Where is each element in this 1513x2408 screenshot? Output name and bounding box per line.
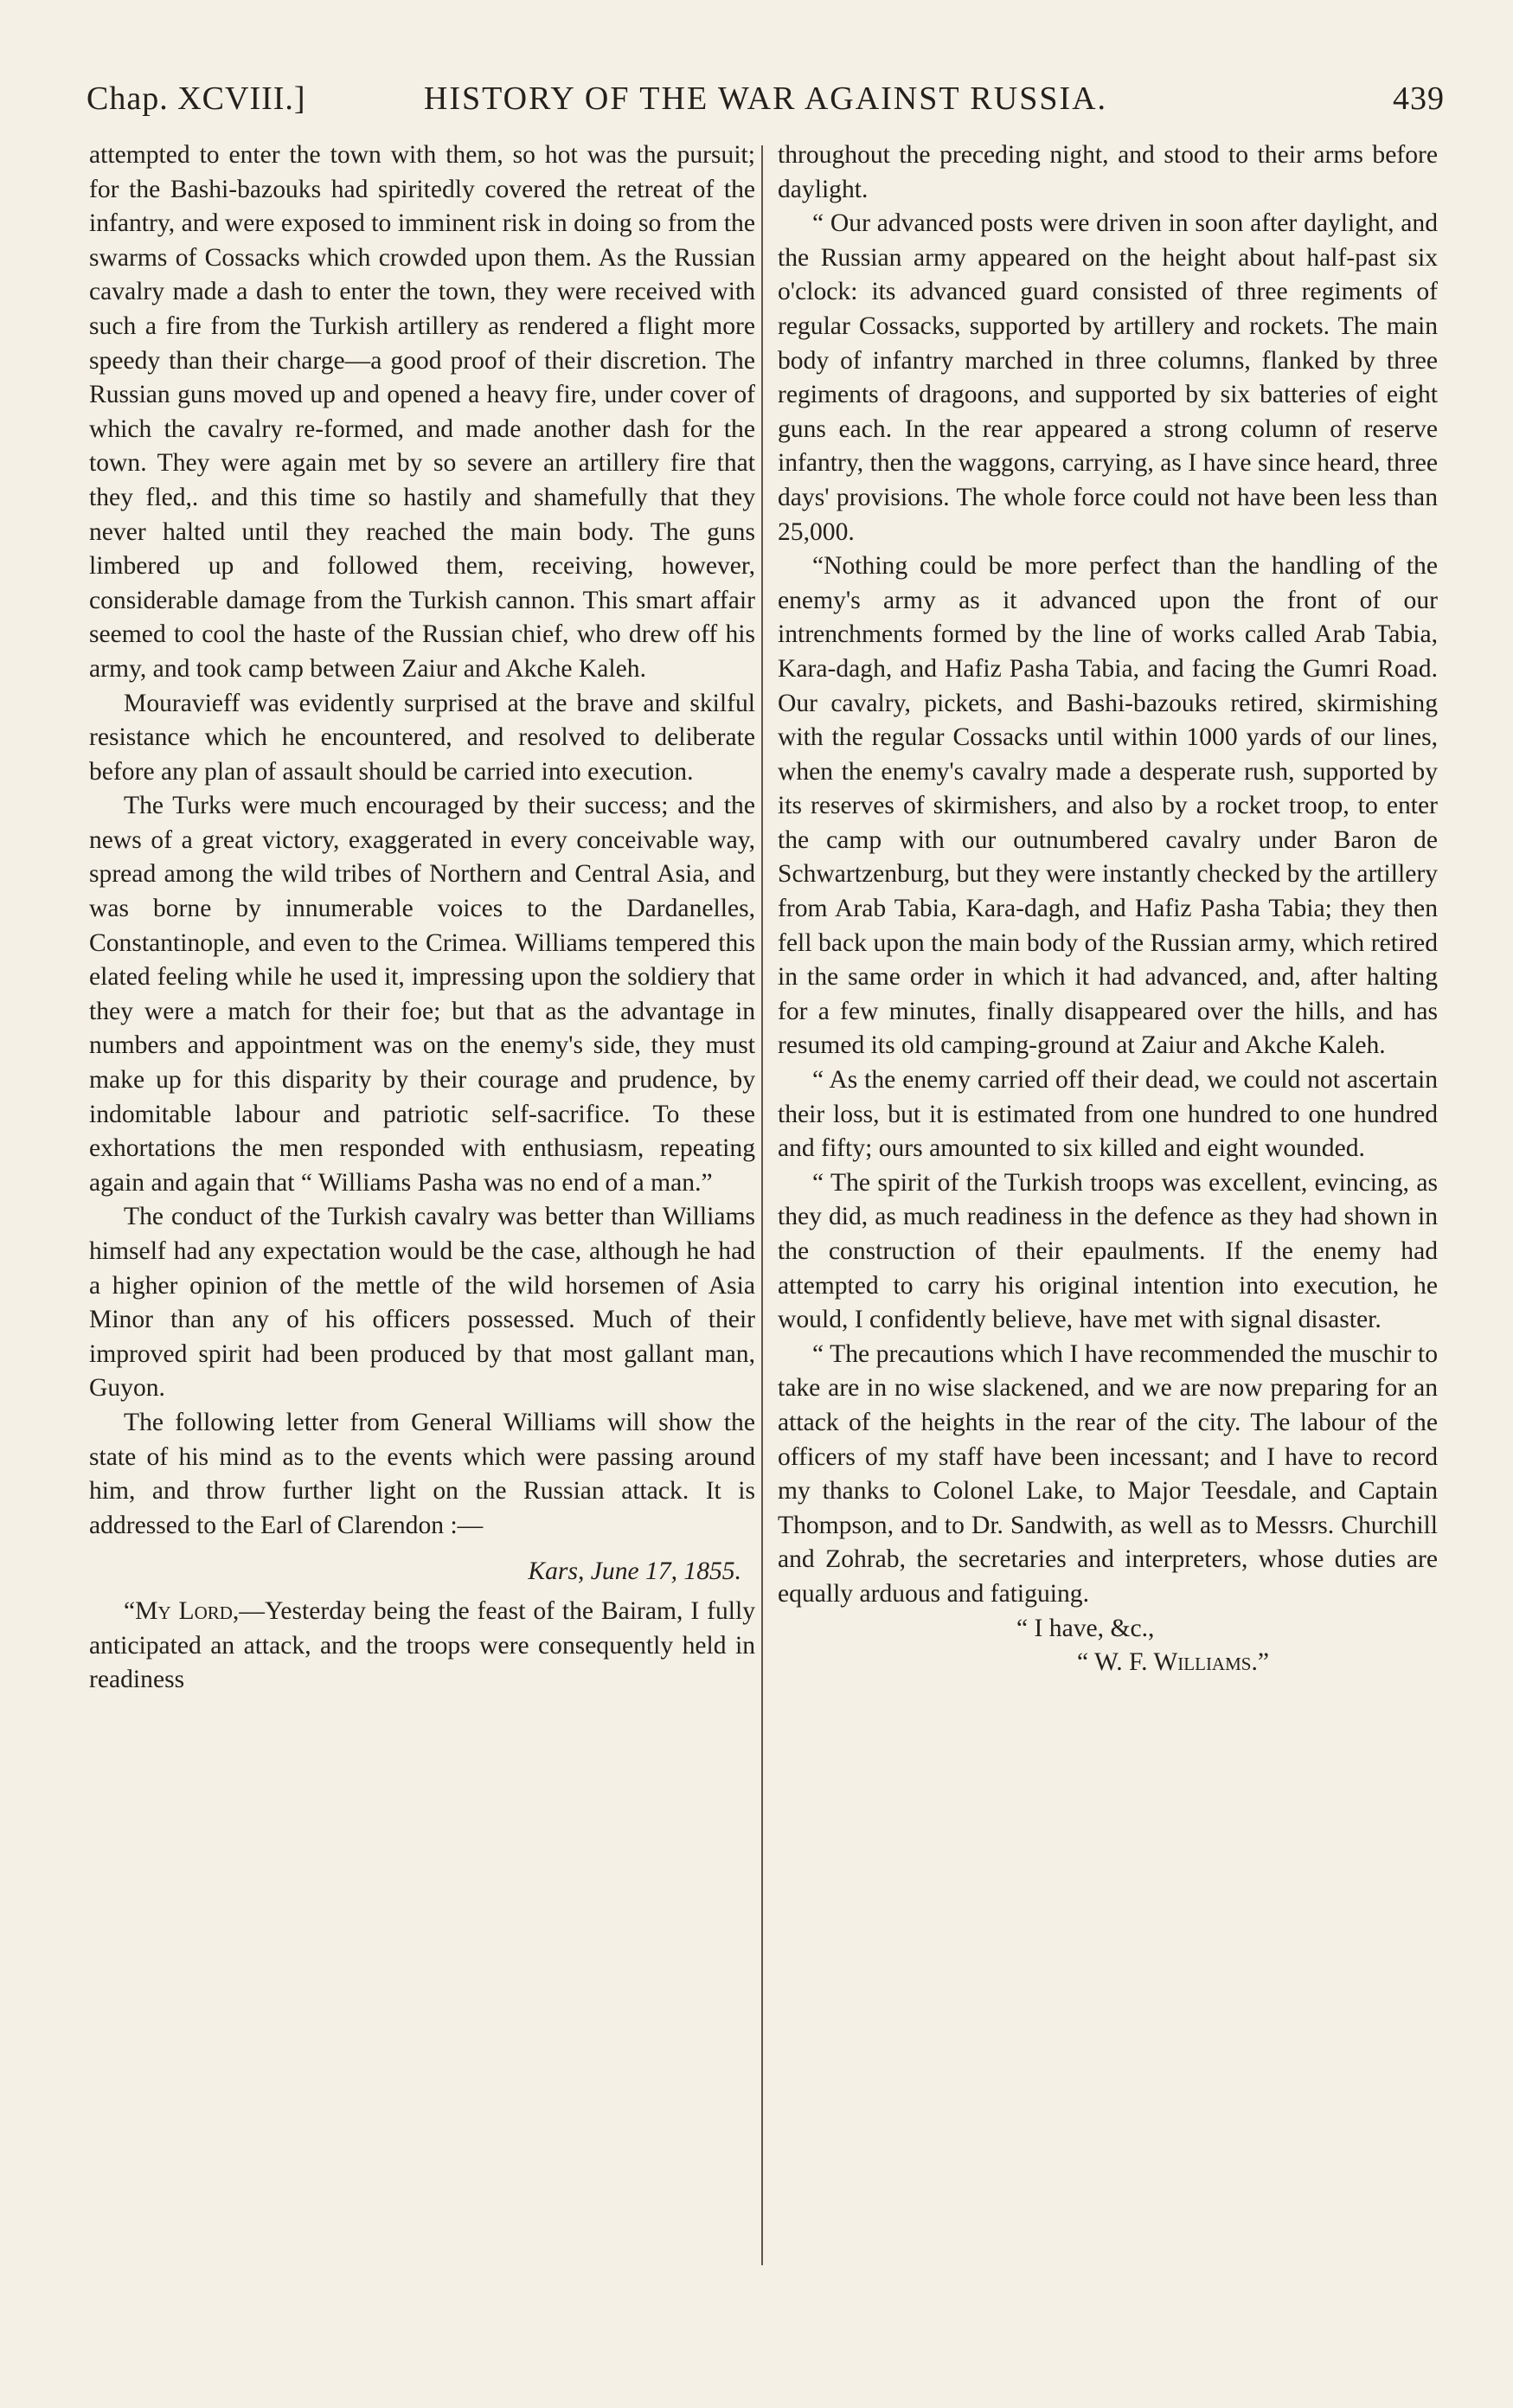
paragraph: “Nothing could be more perfect than the handling of the enemy's army as it advanced upon the front of our intrenchments formed by the line of works called Arab Tabia, Kara-dagh, and Hafiz Pasha Tabia, and facing the Gumri Road. Our cavalry, pickets, and Bashi-bazouks retired, skirmishing with the regular Cossacks until within 1000 yards of our lines, when the enemy's cavalry made a desperate rush, supported by its reserves of skirmishers, and also by a rocket troop, to enter the camp with our outnumbered cavalry under Baron de Schwartzenburg, but they were instantly checked by the artillery from Arab Tabia, Kara-dagh, and Hafiz Pasha Tabia; they then fell back upon the main body of the Russian army, which retired in the same order in which it had advanced, and, after halting for a few minutes, finally disappeared over the hills, and has resumed its old camping-ground at Zaiur and Akche Kaleh. [778,552,1438,1060]
paragraph: “ As the enemy carried off their dead, we could not ascertain their loss, but it is estimated from one hundred to one hundred and fifty; ours amounted to six killed and eight wounded. [778,1066,1438,1163]
salutation: “My Lord, [124,1596,240,1625]
running-header [87,80,1445,121]
chapter-label: Chap. XCVIII.] [87,80,306,117]
paragraph: attempted to enter the town with them, so hot was the pursuit; for the Bashi-bazouks had spiritedly covered the retreat of the infantry, and were exposed to imminent risk in doing so from the swarms of Cossacks which crowded upon them. As the Russian cavalry made a dash to enter the town, they were received with such a fire from the Turkish artillery as rendered a flight more speedy than their charge—a good proof of their discretion. The Russian guns moved up and opened a heavy fire, under cover of which the cavalry re-formed, and made another dash for the town. They were again met by so severe an artillery fire that they fled,. and this time so hastily and shamefully that they never halted until they reached the main body. The guns limbered up and followed them, receiving, however, considerable damage from the Turkish cannon. This smart affair seemed to cool the haste of the Russian chief, who drew off his army, and took camp between Zaiur and Akche Kaleh. [89,141,755,683]
paragraph: The following letter from General Williams will show the state of his mind as to the events which were passing around him, and throw further light on the Russian attack. It is addressed to the Earl of Clarendon :— [89,1408,755,1539]
letter-closing: “ I have, &c., [1016,1614,1155,1642]
running-title: HISTORY OF THE WAR AGAINST RUSSIA. [423,80,1108,117]
letter-opening-text: —Yesterday being the feast of the Bairam, I fully anticipated an attack, and the troops were consequently held in readiness [89,1596,755,1694]
paragraph: Mouravieff was evidently surprised at the brave and skilful resistance which he encountered, and resolved to deliberate before any plan of assault should be carried into execution. [89,689,755,786]
paragraph: The conduct of the Turkish cavalry was better than Williams himself had any expectation would be the case, although he had a higher opinion of the mettle of the wild horsemen of Asia Minor than any of his officers possessed. Much of their improved spirit had been produced by that most gallant man, Guyon. [89,1203,755,1403]
paragraph: throughout the preceding night, and stood to their arms before daylight. [778,141,1438,203]
left-column [89,138,755,2371]
letter-opening [89,1595,755,1698]
letter-signature: “ W. F. Williams.” [1077,1648,1269,1677]
paragraph: “ The precautions which I have recommended the muschir to take are in no wise slackened, and we are now preparing for an attack of the heights in the rear of the city. The labour of the officers of my staff have been incessant; and I have to record my thanks to Colonel Lake, to Major Teesdale, and Captain Thompson, and to Dr. Sandwith, as well as to Messrs. Churchill and Zohrab, the secretaries and interpreters, whose duties are equally arduous and fatiguing. [778,1339,1438,1608]
right-column [778,138,1438,2371]
column-divider [761,145,763,2265]
page-number: 439 [1393,80,1445,117]
letter-dateline: Kars, June 17, 1855. [528,1557,741,1586]
paragraph: “ Our advanced posts were driven in soon after daylight, and the Russian army appeared on the height about half-past six o'clock: its advanced guard consisted of three regiments of regular Cossacks, supported by artillery and rockets. The main body of infantry marched in three columns, flanked by three regiments of dragoons, and supported by six batteries of eight guns each. In the rear appeared a strong column of reserve infantry, then the waggons, carrying, as I have since heard, three days' provisions. The whole force could not have been less than 25,000. [778,209,1438,546]
paragraph: “ The spirit of the Turkish troops was excellent, evincing, as they did, as much readiness in the defence as they had shown in the construction of their epaulments. If the enemy had attempted to carry his original intention into execution, he would, I confidently believe, have met with signal disaster. [778,1168,1438,1334]
paragraph: The Turks were much encouraged by their success; and the news of a great victory, exaggerated in every conceivable way, spread among the wild tribes of Northern and Central Asia, and was borne by innumerable voices to the Dardanelles, Constantinople, and even to the Crimea. Williams tempered this elated feeling while he used it, impressing upon the soldiery that they were a match for their foe; but that as the advantage in numbers and appointment was on the enemy's side, they must make up for this disparity by their courage and prudence, by indomitable labour and patriotic self-sacrifice. To these exhortations the men responded with enthusiasm, repeating again and again that “ Williams Pasha was no end of a man.” [89,792,755,1197]
